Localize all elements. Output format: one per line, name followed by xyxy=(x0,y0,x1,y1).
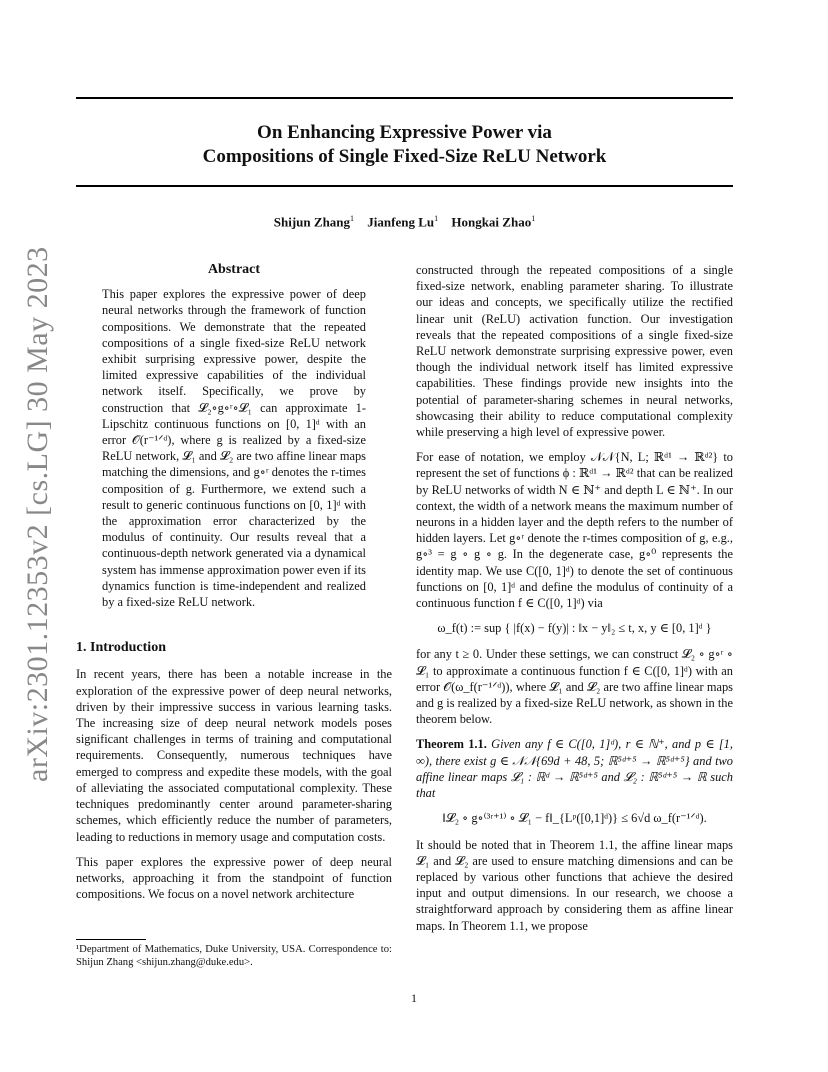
page-number: 1 xyxy=(411,991,417,1005)
title-bottom-rule xyxy=(76,185,733,187)
left-column xyxy=(76,262,392,911)
author-name: Jianfeng Lu xyxy=(367,214,435,230)
title-top-rule xyxy=(76,97,733,99)
arxiv-identifier: arXiv:2301.12353v2 [cs.LG] 30 May 2023 xyxy=(21,246,54,782)
paper-title xyxy=(76,121,733,169)
theorem-label: Theorem 1.1. xyxy=(416,737,487,752)
theorem-text: Given any f ∈ C([0, 1]ᵈ), r ∈ ℕ⁺, and p ∈ [1, ∞), there exist g ∈ 𝒩𝒩{69d + 48, 5; ℝ⁵ᵈ⁺⁵ → ℝ⁵ᵈ⁺⁵} and two affine linear maps 𝓛₁ : ℝᵈ → ℝ⁵ᵈ⁺⁵ and 𝓛₂ : ℝ⁵ᵈ⁺⁵ → ℝ such that xyxy=(416,737,733,801)
right-paragraph-1: constructed through the repeated compositions of a single fixed-size network, enabling parameter sharing. To illustrate our ideas and concepts, we specifically utilize the rectified linear unit (ReLU) activation function. Our investigation reveals that the repeated compositions of a single fixed-size ReLU network demonstrate surprising expressive power, even though the individual network itself has limited expressive capabilities. These findings provide new insights into the potential of parameter-sharing schemes in neural networks, showcasing their ability to reduce computational complexity while preserving a high level of expressive power. xyxy=(416,263,733,440)
author-name: Shijun Zhang xyxy=(273,214,351,230)
affiliation-mark: 1 xyxy=(350,214,355,223)
right-paragraph-4: It should be noted that in Theorem 1.1, the affine linear maps 𝓛₁ and 𝓛₂ are used to ensure matching dimensions and can be replaced by various other functions that achieve the desired input and output dimensions. In our research, we choose a straightforward approach by considering them as affine linear maps. In Theorem 1.1, we propose xyxy=(416,837,733,933)
title-line-1: On Enhancing Expressive Power via xyxy=(257,122,552,143)
abstract-text: This paper explores the expressive power of deep neural networks through the framework of function compositions. We demonstrate that the repeated compositions of a single fixed-size ReLU network exhibit surprising expressive power, despite the limited expressive capabilities of the individual network itself. Specifically, we prove by construction that 𝓛₂∘g∘ʳ∘𝓛₁ can approximate 1-Lipschitz continuous functions on [0, 1]ᵈ with an error 𝒪(r⁻¹ᐟᵈ), where g is realized by a fixed-size ReLU network, 𝓛₁ and 𝓛₂ are two affine linear maps matching the dimensions, and g∘ʳ denotes the r-times composition of g. Furthermore, we extend such a result to generic continuous functions on [0, 1]ᵈ with the approximation error characterized by the modulus of continuity. Our results reveal that a continuous-depth network generated via a dynamical system has immense approximation power even if its dynamics function is time-independent and realized by a fixed-size ReLU network. xyxy=(102,287,366,610)
author-list xyxy=(76,214,733,230)
intro-paragraph-1: In recent years, there has been a notable increase in the exploration of the expressive power of deep neural networks, driven by their impressive success in various learning tasks. The increasing size of deep neural network models poses significant challenges in terms of training and computational requirements. Consequently, numerous techniques have emerged to compress and expedite these models, with the goal of alleviating the associated computational complexity. These techniques predominantly center around parameter-sharing schemes, which efficiently reduce the number of parameters, leading to reductions in memory usage and computation costs. xyxy=(76,667,392,844)
introduction-heading: 1. Introduction xyxy=(76,640,166,656)
affiliation-mark: 1 xyxy=(434,214,439,223)
theorem-equation: ‖𝓛₂ ∘ g∘⁽³ʳ⁺¹⁾ ∘ 𝓛₁ − f‖_{Lᵖ([0,1]ᵈ)} ≤ 6√d ω_f(r⁻¹ᐟᵈ). xyxy=(442,811,707,826)
footnote-rule xyxy=(76,939,146,940)
theorem-statement xyxy=(416,736,733,801)
author-name: Hongkai Zhao xyxy=(451,214,532,230)
right-paragraph-3: for any t ≥ 0. Under these settings, we can construct 𝓛₂ ∘ g∘ʳ ∘ 𝓛₁ to approximate a continuous function f ∈ C([0, 1]ᵈ) with an error 𝒪(ω_f(r⁻¹ᐟᵈ)), where 𝓛₁ and 𝓛₂ are two affine linear maps and g is realized by a fixed-size ReLU network, as shown in the theorem below. xyxy=(416,647,733,727)
intro-paragraph-2: This paper explores the expressive power of deep neural networks, approaching it from the standpoint of function compositions. We focus on a novel network architecture xyxy=(76,854,392,902)
affiliation-mark: 1 xyxy=(531,214,536,223)
right-paragraph-2: For ease of notation, we employ 𝒩𝒩{N, L; ℝᵈ¹ → ℝᵈ²} to represent the set of functions ϕ : ℝᵈ¹ → ℝᵈ² that can be realized by ReLU networks of width N ∈ ℕ⁺ and depth L ∈ ℕ⁺. In our context, the width of a network means the maximum number of neurons in a hidden layer and the depth refers to the number of hidden layers. Let g∘ʳ denote the r-times composition of g, e.g., g∘³ = g ∘ g ∘ g. In the degenerate case, g∘⁰ represents the identity map. We use C([0, 1]ᵈ) to denote the set of continuous functions on [0, 1]ᵈ and define the modulus of continuity of a continuous function f ∈ C([0, 1]ᵈ) via xyxy=(416,450,733,611)
title-line-2: Compositions of Single Fixed-Size ReLU Network xyxy=(202,146,607,167)
abstract-heading: Abstract xyxy=(207,262,261,277)
modulus-equation: ω_f(t) := sup { |f(x) − f(y)| : ‖x − y‖₂ ≤ t, x, y ∈ [0, 1]ᵈ } xyxy=(437,621,712,636)
footnote: ¹Department of Mathematics, Duke University, USA. Correspondence to: Shijun Zhang <shijun.zhang@duke.edu>. xyxy=(76,944,392,968)
right-column xyxy=(416,262,733,943)
